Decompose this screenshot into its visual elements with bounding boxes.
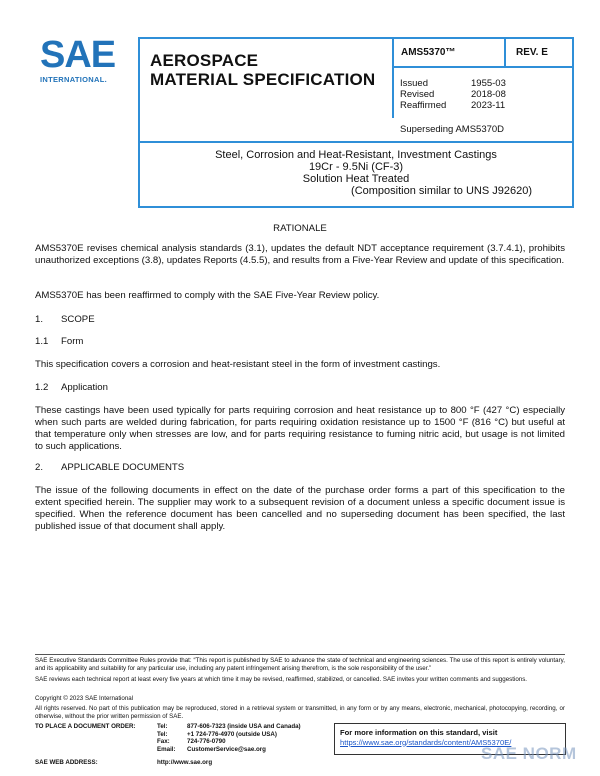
rationale-heading: RATIONALE	[273, 223, 327, 234]
title-line-1: AEROSPACE	[150, 51, 259, 70]
logo-subtitle: INTERNATIONAL.	[40, 75, 107, 84]
more-info-heading: For more information on this standard, visit	[340, 728, 498, 737]
order-label: TO PLACE A DOCUMENT ORDER:	[35, 723, 136, 730]
subject-line-3: Solution Heat Treated	[302, 173, 410, 185]
section-2-heading: 2. APPLICABLE DOCUMENTS	[35, 462, 185, 473]
subject-line-4: (Composition similar to UNS J92620)	[351, 185, 532, 197]
section-1-2-text: These castings have been used typically for parts requiring corrosion and heat resistance up to 800 °F (427 °C) especially when such parts are welded during fabrication, for parts requiring oxidation resistance up to 1500 °F (816 °C) but useful at that temperature only when stresses are low, and for parts requiring resistance to fuming nitric acid, but usage is not limited to such applications.	[35, 405, 565, 452]
sae-logo	[40, 36, 120, 86]
rationale-paragraph-2: AMS5370E has been reaffirmed to comply with the SAE Five-Year Review policy.	[35, 290, 380, 301]
watermark: SAE NORM	[481, 744, 577, 763]
web-address: SAE WEB ADDRESS: http://www.sae.org	[35, 759, 213, 766]
order-contact: TO PLACE A DOCUMENT ORDER: Tel: 877-606-7323 (inside USA and Canada) Tel: +1 724-776-4970 (outside USA) Fax: 724-776-0790 Email: CustomerService@sae.org	[35, 723, 301, 753]
section-1-1-text: This specification covers a corrosion and heat-resistant steel in the form of investment castings.	[35, 359, 441, 370]
date-row-revised: Revised 2018-08	[400, 89, 506, 100]
subject-block	[140, 149, 572, 197]
title-line-2: MATERIAL SPECIFICATION	[150, 70, 376, 89]
section-1-1-heading: 1.1 Form	[35, 336, 84, 347]
doc-type-title	[140, 39, 394, 118]
section-1-2-heading: 1.2 Application	[35, 382, 108, 393]
logo-brand: SAE	[40, 34, 116, 76]
footer-review: SAE reviews each technical report at least every five years at which time it may be revised, reaffirmed, stabilized, or cancelled. SAE invites your written comments and suggestions.	[35, 676, 528, 683]
document-number: AMS5370™	[394, 39, 506, 68]
superseding-note: Superseding AMS5370D	[400, 124, 505, 135]
revision-label: REV. E	[506, 39, 572, 68]
date-row-issued: Issued 1955-03	[400, 78, 506, 89]
section-2-text: The issue of the following documents in effect on the date of the purchase order forms a part of this specification to the extent specified herein. The supplier may work to a subsequent revision of a document unless a specific document issue is specified. When the reference document has been cancelled and no superseding document has been specified, the last published issue of that document shall apply.	[35, 485, 565, 532]
header-divider	[140, 141, 572, 143]
header-box	[138, 37, 574, 208]
date-row-reaffirmed: Reaffirmed 2023-11	[400, 100, 506, 111]
date-table	[394, 68, 572, 118]
footer-divider	[35, 654, 565, 655]
rationale-paragraph-1: AMS5370E revises chemical analysis standards (3.1), updates the default NDT acceptance requirement (3.7.4.1), prohibits unauthorized exceptions (3.8), updates Reports (4.5.5), and results from a Five-Year Review and update of this specification.	[35, 243, 565, 266]
order-email[interactable]: CustomerService@sae.org	[187, 745, 266, 753]
standard-link[interactable]: https://www.sae.org/standards/content/AMS5370E/	[340, 737, 512, 747]
section-1-heading: 1. SCOPE	[35, 314, 95, 325]
footer-rules: SAE Executive Standards Committee Rules provide that: “This report is published by SAE to advance the state of technical and engineering sciences. The use of this report is entirely voluntary, and its applicability and suitability for any particular use, including any patent infringement arising therefrom, is the sole responsibility of the user.”	[35, 657, 565, 672]
subject-line-1: Steel, Corrosion and Heat-Resistant, Investment Castings	[215, 149, 497, 161]
web-address-link[interactable]: http://www.sae.org	[157, 759, 213, 766]
subject-line-2: 19Cr - 9.5Ni (CF-3)	[308, 161, 404, 173]
footer-rights: All rights reserved. No part of this publication may be reproduced, stored in a retrieval system or transmitted, in any form or by any means, electronic, mechanical, photocopying, recording, or otherwise, without the prior written permission of SAE.	[35, 705, 565, 720]
footer-copyright: Copyright © 2023 SAE International	[35, 695, 134, 702]
